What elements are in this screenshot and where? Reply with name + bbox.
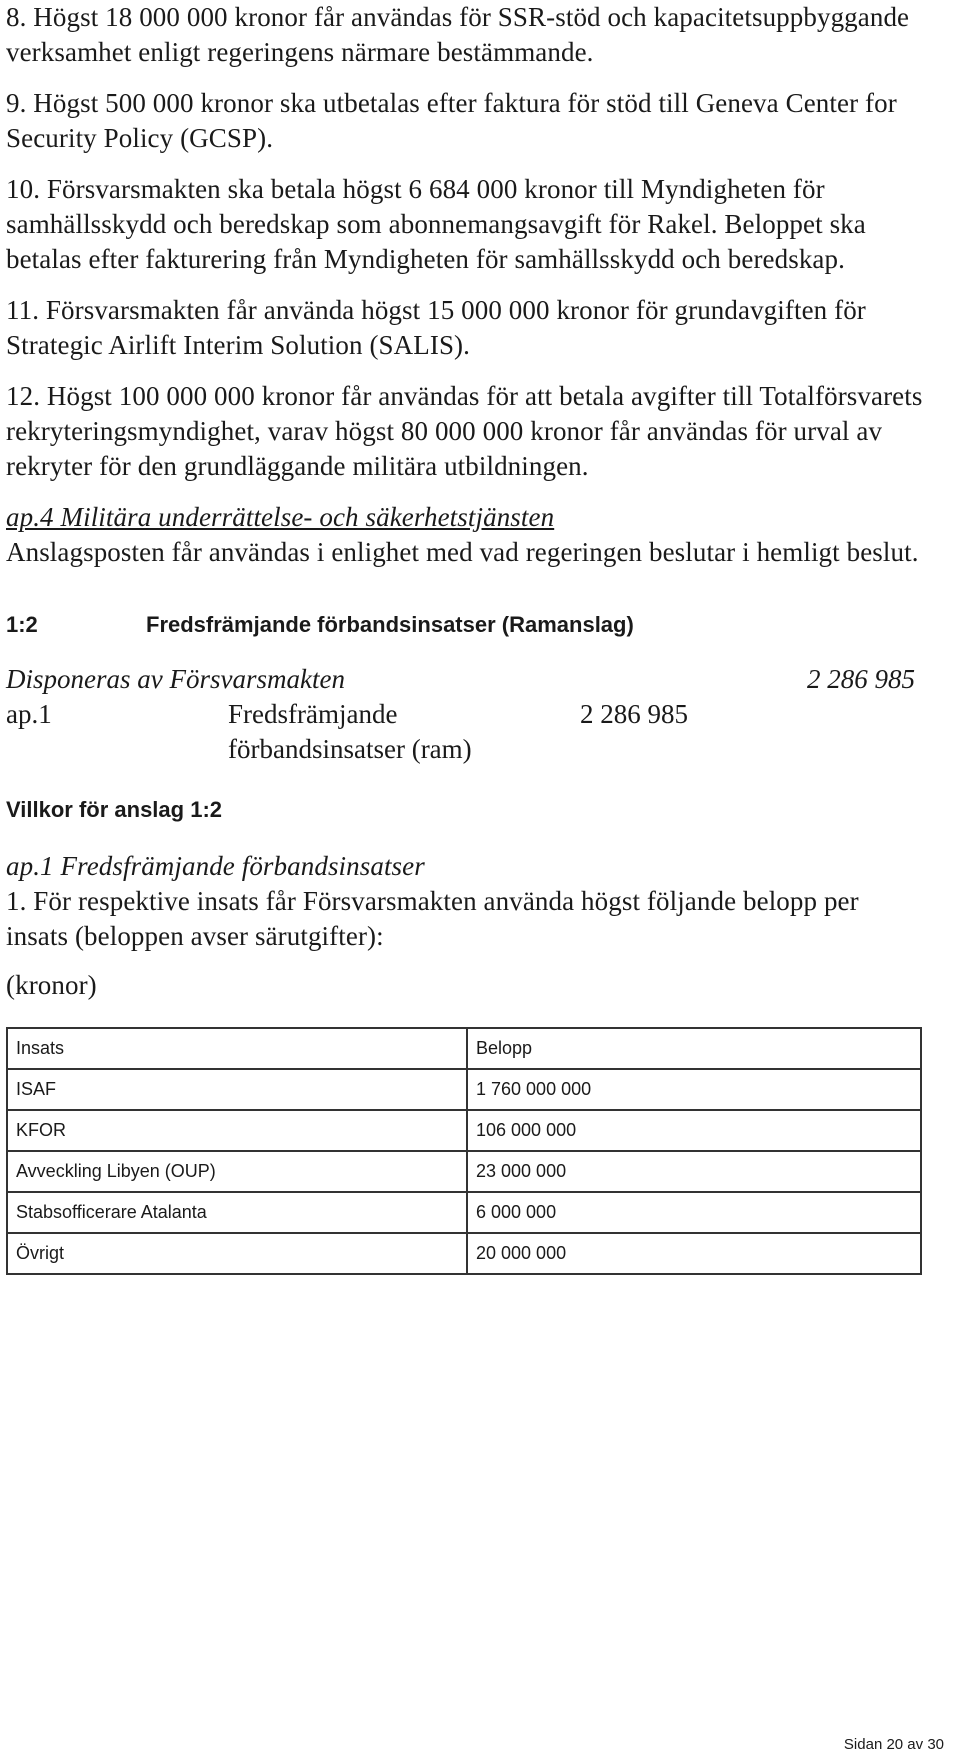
- table-cell-belopp: 20 000 000: [467, 1233, 921, 1274]
- table-row: [7, 1151, 921, 1192]
- paragraph-9: 9. Högst 500 000 kronor ska utbetalas efter faktura för stöd till Geneva Center for Security Policy (GCSP).: [6, 88, 897, 153]
- ap1-code: ap.1: [6, 699, 52, 729]
- ap4-text: Anslagsposten får användas i enlighet med vad regeringen beslutar i hemligt beslut.: [6, 537, 919, 567]
- table-cell-belopp: 106 000 000: [467, 1110, 921, 1151]
- table-cell-insats: Avveckling Libyen (OUP): [7, 1151, 467, 1192]
- table-cell-insats: Övrigt: [7, 1233, 467, 1274]
- ap1-name: Fredsfrämjande förbandsinsatser (ram): [228, 699, 472, 764]
- section-title: Fredsfrämjande förbandsinsatser (Ramanslag): [146, 612, 634, 637]
- villkor-heading: Villkor för anslag 1:2: [6, 797, 223, 822]
- table-cell-insats: KFOR: [7, 1110, 467, 1151]
- page-number: Sidan 20 av 30: [843, 1736, 944, 1753]
- section-heading: [6, 610, 926, 640]
- document-page: [6, 0, 926, 1275]
- table-cell-belopp: 1 760 000 000: [467, 1069, 921, 1110]
- table-header-insats: Insats: [7, 1028, 467, 1069]
- table-row: [7, 1110, 921, 1151]
- table-cell-insats: Stabsofficerare Atalanta: [7, 1192, 467, 1233]
- ap1-section-text: 1. För respektive insats får Försvarsmakten använda högst följande belopp per insats (beloppen avser särutgifter):: [6, 886, 859, 951]
- ap1-section-title: ap.1 Fredsfrämjande förbandsinsatser: [6, 851, 425, 881]
- table-row: [7, 1233, 921, 1274]
- disposition-amount: 2 286 985: [807, 664, 915, 694]
- paragraph-12: 12. Högst 100 000 000 kronor får användas för att betala avgifter till Totalförsvarets rekryteringsmyndighet, varav högst 80 000 000 kronor får användas för urval av rekryter för den grundläggande militära utbildningen.: [6, 381, 923, 481]
- disposition-label: Disponeras av Försvarsmakten: [6, 664, 345, 694]
- table-header-row: [7, 1028, 921, 1069]
- paragraph-8: 8. Högst 18 000 000 kronor får användas för SSR-stöd och kapacitetsuppbyggande verksamhet enligt regeringens närmare bestämmande.: [6, 2, 910, 67]
- paragraph-10: 10. Försvarsmakten ska betala högst 6 684 000 kronor till Myndigheten för samhällsskydd och beredskap som abonnemangsavgift för Rakel. Beloppet ska betalas efter fakturering från Myndigheten för samhällsskydd och beredskap.: [6, 174, 866, 274]
- table-cell-belopp: 23 000 000: [467, 1151, 921, 1192]
- insats-table: [6, 1027, 922, 1275]
- table-row: [7, 1069, 921, 1110]
- table-cell-insats: ISAF: [7, 1069, 467, 1110]
- ap4-title-text: ap.4 Militära underrättelse- och säkerhetstjänsten: [6, 502, 555, 532]
- table-header-belopp: Belopp: [467, 1028, 921, 1069]
- section-number: 1:2: [6, 612, 38, 637]
- ap4-title: [6, 500, 926, 535]
- table-row: [7, 1192, 921, 1233]
- ap1-amount-row: [6, 697, 926, 767]
- unit-label: (kronor): [6, 970, 97, 1000]
- ap1-amount: 2 286 985: [580, 699, 688, 729]
- disposition-row: [6, 662, 926, 697]
- paragraph-11: 11. Försvarsmakten får använda högst 15 000 000 kronor för grundavgiften för Strategic Airlift Interim Solution (SALIS).: [6, 295, 866, 360]
- table-cell-belopp: 6 000 000: [467, 1192, 921, 1233]
